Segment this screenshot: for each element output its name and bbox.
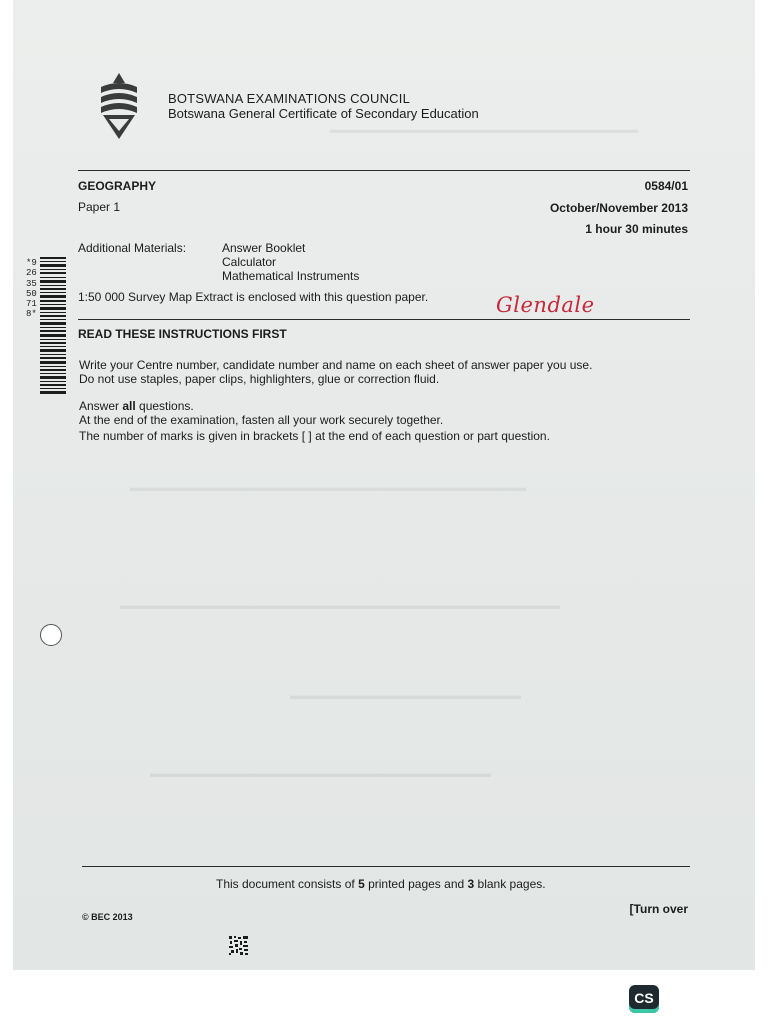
bleed-through: ▬▬▬▬▬▬▬▬▬▬▬▬▬▬▬▬▬▬▬▬▬▬▬▬▬▬▬▬▬▬▬▬▬▬▬▬ bbox=[130, 482, 526, 494]
printed-count: 5 bbox=[358, 877, 365, 891]
instruction-line: Write your Centre number, candidate number and name on each sheet of answer paper you use. bbox=[79, 358, 593, 372]
instruction-line: The number of marks is given in brackets [ ] at the end of each question or part question. bbox=[79, 429, 550, 443]
org-name: BOTSWANA EXAMINATIONS COUNCIL bbox=[168, 91, 410, 106]
turn-over: [Turn over bbox=[629, 902, 688, 916]
instruction-line: At the end of the examination, fasten all your work securely together. bbox=[79, 413, 444, 427]
bleed-through: ▬▬▬▬▬▬▬▬▬▬▬▬▬▬▬▬▬▬▬▬▬ bbox=[290, 690, 521, 702]
bleed-through: ▬▬▬▬▬▬▬▬▬▬▬▬▬▬▬▬▬▬▬▬▬▬▬▬▬▬▬▬▬▬▬▬▬▬▬▬▬▬▬▬ bbox=[120, 600, 560, 612]
camscanner-badge: CS bbox=[629, 985, 659, 1013]
barcode-icon bbox=[40, 257, 66, 395]
instruction-line: Do not use staples, paper clips, highlighters, glue or correction fluid. bbox=[79, 372, 440, 386]
pages-prefix: This document consists of bbox=[216, 877, 359, 891]
bleed-through: ▬▬▬▬▬▬▬▬▬▬▬▬▬▬▬▬▬▬▬▬▬▬▬▬▬▬▬▬▬▬▬ bbox=[150, 768, 491, 780]
blank-count: 3 bbox=[467, 877, 475, 891]
copyright: © BEC 2013 bbox=[82, 912, 133, 922]
bleed-through: ▬▬▬▬▬▬▬▬▬▬▬▬▬▬▬▬▬▬▬▬▬▬▬▬▬▬▬▬ bbox=[330, 124, 638, 136]
top-divider bbox=[78, 170, 690, 171]
answer-prefix: Answer bbox=[79, 399, 123, 413]
pages-middle: printed pages and bbox=[364, 877, 468, 891]
instructions-divider bbox=[78, 319, 690, 320]
punch-hole bbox=[40, 624, 62, 646]
material-item: Calculator bbox=[222, 255, 277, 269]
material-item: Mathematical Instruments bbox=[222, 269, 360, 283]
answer-suffix: questions. bbox=[135, 399, 194, 413]
pages-suffix: blank pages. bbox=[474, 877, 546, 891]
material-item: Answer Booklet bbox=[222, 241, 306, 255]
bec-logo-icon bbox=[97, 73, 141, 139]
map-extract-note: 1:50 000 Survey Map Extract is enclosed with this question paper. bbox=[78, 290, 429, 304]
footer-divider bbox=[82, 866, 690, 867]
qr-code-icon bbox=[229, 936, 248, 955]
page-count-note bbox=[216, 877, 546, 891]
exam-session: October/November 2013 bbox=[549, 201, 688, 215]
barcode-number: *9263550718* bbox=[26, 258, 37, 320]
subject-title: GEOGRAPHY bbox=[78, 179, 157, 193]
exam-duration: 1 hour 30 minutes bbox=[585, 222, 688, 236]
paper-number: Paper 1 bbox=[78, 200, 121, 214]
instruction-line bbox=[79, 399, 194, 413]
handwritten-school-name: Glendale bbox=[496, 293, 595, 317]
certificate-name: Botswana General Certificate of Secondary Education bbox=[168, 106, 479, 121]
materials-label: Additional Materials: bbox=[78, 241, 187, 255]
instructions-heading: READ THESE INSTRUCTIONS FIRST bbox=[78, 327, 287, 341]
exam-code: 0584/01 bbox=[644, 179, 688, 193]
answer-all-bold: all bbox=[122, 399, 136, 413]
